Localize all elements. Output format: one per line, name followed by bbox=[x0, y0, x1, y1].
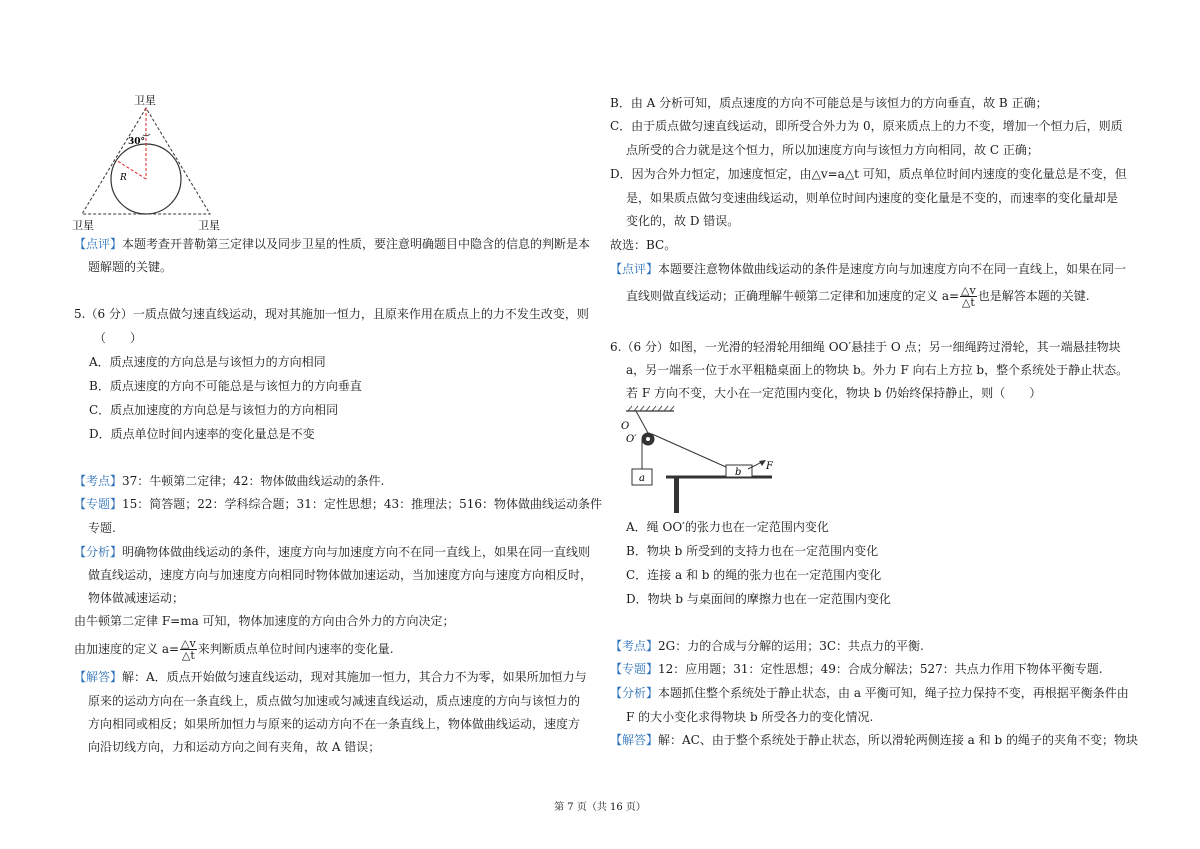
comment5-line2: 直线则做直线运动；正确理解牛顿第二定律和加速度的定义 a= $\frac{\triangle v}{\triangle t}$ 也是解答本题的关键. bbox=[626, 284, 1090, 309]
q5-definition-line: 由加速度的定义 a= $\frac{\triangle v}{\triangle t}$ 来判断质点单位时间内速率的变化量. bbox=[74, 637, 394, 662]
q6-kaodian: 【考点】2G：力的合成与分解的运用；3C：共点力的平衡. bbox=[610, 639, 924, 653]
q5-newton-line: 由牛顿第二定律 F=ma 可知，物体加速度的方向由合外力的方向决定； bbox=[74, 614, 455, 628]
satellite-figure bbox=[70, 90, 240, 235]
q5-option-b: B．质点速度的方向不可能总是与该恒力的方向垂直 bbox=[89, 379, 362, 393]
page-footer: 第 7 页（共 16 页） bbox=[554, 802, 646, 813]
q5-answer-d-line3: 变化的，故 D 错误。 bbox=[626, 214, 740, 228]
q5-option-d: D．质点单位时间内速率的变化量总是不变 bbox=[89, 427, 315, 441]
q6-stem1: 6.（6 分）如图，一光滑的轻滑轮用细绳 OO′悬挂于 O 点；另一细绳跨过滑轮，其一端悬挂物块 bbox=[610, 340, 1121, 354]
q5-answer-d-line1: D．因为合外力恒定，加速度恒定，由△v=a△t 可知，质点单位时间内速度的变化量总是不变，但 bbox=[610, 167, 1127, 181]
svg-text:a: a bbox=[639, 473, 645, 484]
rope-b bbox=[652, 434, 726, 467]
q5-final-choice: 故选：BC。 bbox=[610, 238, 677, 252]
rope-oo bbox=[636, 411, 648, 433]
accel-fraction-2: $\frac{\triangle v}{\triangle t}$ bbox=[961, 284, 976, 309]
q5-option-c: C．质点加速度的方向总是与该恒力的方向相同 bbox=[89, 403, 339, 417]
accel-fraction: $\frac{\triangle v}{\triangle t}$ bbox=[181, 637, 196, 662]
svg-text:O′: O′ bbox=[626, 434, 637, 445]
q5-option-a: A．质点速度的方向总是与该恒力的方向相同 bbox=[89, 355, 326, 369]
q5-answer-b: B．由 A 分析可知，质点速度的方向不可能总是与该恒力的方向垂直，故 B 正确； bbox=[610, 96, 1048, 110]
svg-text:F: F bbox=[766, 461, 773, 472]
q6-stem2: a，另一端系一位于水平粗糙桌面上的物块 b。外力 F 向右上方拉 b，整个系统处于静止状态。 bbox=[626, 363, 1129, 377]
q6-option-d: D．物块 b 与桌面间的摩擦力也在一定范围内变化 bbox=[626, 592, 891, 606]
label-bottom-left: 卫星 bbox=[72, 219, 94, 232]
q5-kaodian: 【考点】37：牛顿第二定律；42：物体做曲线运动的条件. bbox=[74, 474, 385, 488]
comment4-line2: 题解题的关键。 bbox=[88, 260, 173, 274]
q5-jieda-line3: 方向相同或相反；如果所加恒力与原来的运动方向不在一条直线上，物体做曲线运动，速度方 bbox=[88, 717, 581, 731]
q5-answer-d-line2: 是，如果质点做匀变速曲线运动，则单位时间内速度的变化量是不变的，而速率的变化量却是 bbox=[626, 191, 1119, 205]
q5-fenxi-line1: 【分析】明确物体做曲线运动的条件，速度方向与加速度方向不在同一直线上，如果在同一直线则 bbox=[74, 545, 591, 559]
q5-zhuanti-line1: 【专题】15：简答题；22：学科综合题；31：定性思想；43：推理法；516：物体做曲线运动条件 bbox=[74, 497, 603, 511]
table-leg bbox=[674, 477, 679, 513]
q5-answer-c-line1: C．由于质点做匀速直线运动，即所受合外力为 0，原来质点上的力不变，增加一个恒力后，则质 bbox=[610, 119, 1123, 133]
q6-option-b: B．物块 b 所受到的支持力也在一定范围内变化 bbox=[626, 544, 879, 558]
q6-stem3: 若 F 方向不变，大小在一定范围内变化，物块 b 仍始终保持静止，则（ ） bbox=[626, 386, 1042, 400]
svg-text:O: O bbox=[621, 421, 630, 432]
label-bottom-right: 卫星 bbox=[198, 219, 220, 232]
q5-jieda-line4: 向沿切线方向，力和运动方向之间有夹角，故 A 错误； bbox=[88, 740, 381, 754]
q6-fenxi-line1: 【分析】本题抓住整个系统处于静止状态，由 a 平衡可知，绳子拉力保持不变，再根据平衡条件由 bbox=[610, 686, 1129, 700]
q5-answer-c-line2: 点所受的合力就是这个恒力，所以加速度方向与该恒力方向相同，故 C 正确； bbox=[626, 143, 1039, 157]
q5-fenxi-line3: 物体做减速运动； bbox=[88, 591, 185, 605]
svg-text:b: b bbox=[735, 467, 742, 478]
label-radius: R bbox=[120, 173, 127, 183]
q6-fenxi-line2: F 的大小变化求得物块 b 所受各力的变化情况. bbox=[626, 710, 874, 724]
q5-stem1: 5.（6 分）一质点做匀速直线运动，现对其施加一恒力，且原来作用在质点上的力不发生改变，则 bbox=[74, 307, 589, 321]
label-angle: 30° bbox=[128, 137, 146, 147]
q6-option-c: C．连接 a 和 b 的绳的张力也在一定范围内变化 bbox=[626, 568, 882, 582]
q6-option-a: A．绳 OO′的张力也在一定范围内变化 bbox=[626, 520, 829, 534]
comment4-line1: 【点评】本题考查开普勒第三定律以及同步卫星的性质，要注意明确题目中隐含的信息的判断是本 bbox=[74, 237, 591, 251]
q5-fenxi-line2: 做直线运动，速度方向与加速度方向相同时物体做加速运动，当加速度方向与速度方向相反时， bbox=[88, 568, 593, 582]
label-top: 卫星 bbox=[134, 94, 156, 107]
q6-jieda-line1: 【解答】解：AC、由于整个系统处于静止状态，所以滑轮两侧连接 a 和 b 的绳子的夹角不变；物块 bbox=[610, 733, 1138, 747]
q5-stem2: （ ） bbox=[94, 331, 143, 345]
pulley-figure bbox=[622, 405, 782, 517]
q6-zhuanti: 【专题】12：应用题；31：定性思想；49：合成分解法；527：共点力作用下物体平衡专题. bbox=[610, 662, 1103, 676]
comment5-line1: 【点评】本题要注意物体做曲线运动的条件是速度方向与加速度方向不在同一直线上，如果在同一 bbox=[610, 262, 1127, 276]
q5-jieda-line2: 原来的运动方向在一条直线上，质点做匀加速或匀减速直线运动，质点速度的方向与该恒力的 bbox=[88, 694, 581, 708]
q5-jieda-line1: 【解答】解：A．质点开始做匀速直线运动，现对其施加一恒力，其合力不为零，如果所加恒力与 bbox=[74, 670, 587, 684]
q5-zhuanti-line2: 专题. bbox=[88, 521, 116, 535]
